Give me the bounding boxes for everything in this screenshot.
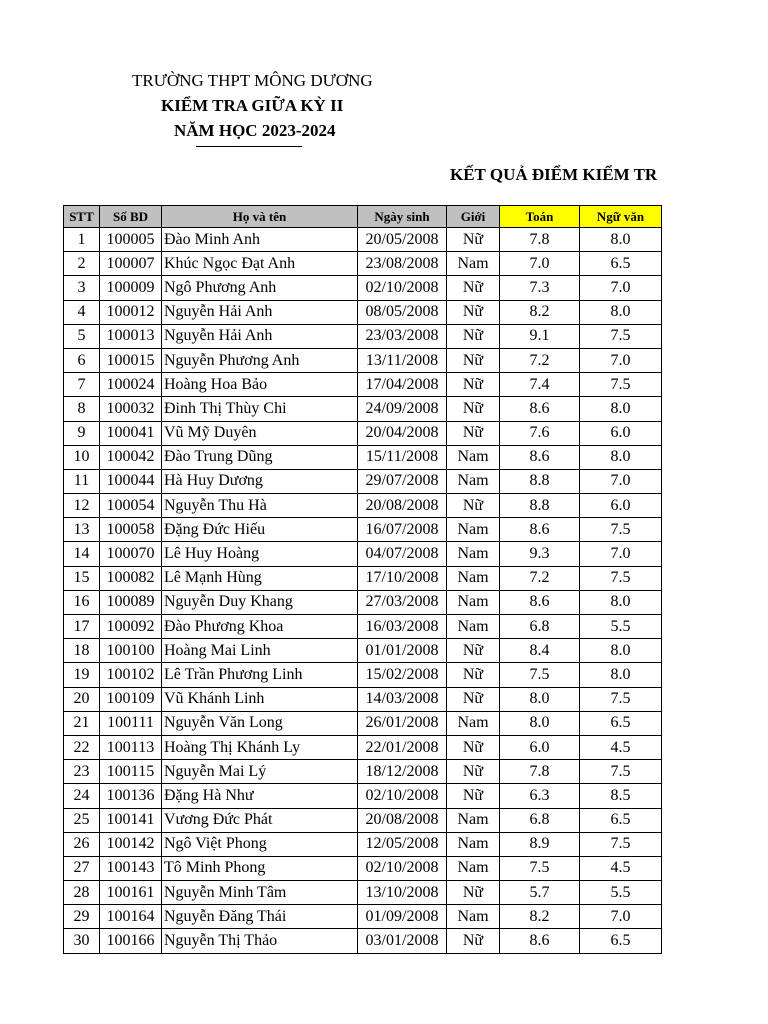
name-cell: Vũ Khánh Linh bbox=[162, 687, 358, 711]
dob-cell: 15/11/2008 bbox=[358, 445, 447, 469]
stt-cell: 22 bbox=[64, 735, 100, 759]
literature-score-cell: 4.5 bbox=[580, 735, 662, 759]
table-row bbox=[64, 421, 662, 445]
table-row bbox=[64, 542, 662, 566]
math-score-cell: 8.0 bbox=[500, 687, 580, 711]
gender-cell: Nữ bbox=[447, 397, 500, 421]
dob-cell: 13/11/2008 bbox=[358, 348, 447, 372]
stt-cell: 14 bbox=[64, 542, 100, 566]
math-score-cell: 8.4 bbox=[500, 639, 580, 663]
name-cell: Khúc Ngọc Đạt Anh bbox=[162, 252, 358, 276]
literature-score-cell: 4.5 bbox=[580, 856, 662, 880]
dob-cell: 20/04/2008 bbox=[358, 421, 447, 445]
literature-score-cell: 6.5 bbox=[580, 252, 662, 276]
stt-cell: 29 bbox=[64, 905, 100, 929]
dob-cell: 17/04/2008 bbox=[358, 373, 447, 397]
table-row bbox=[64, 276, 662, 300]
sbd-cell: 100009 bbox=[100, 276, 162, 300]
table-row bbox=[64, 469, 662, 493]
gender-cell: Nam bbox=[447, 615, 500, 639]
sbd-cell: 100109 bbox=[100, 687, 162, 711]
name-cell: Đinh Thị Thùy Chi bbox=[162, 397, 358, 421]
gender-cell: Nữ bbox=[447, 784, 500, 808]
score-table bbox=[63, 205, 662, 954]
literature-score-cell: 7.5 bbox=[580, 760, 662, 784]
name-cell: Lê Mạnh Hùng bbox=[162, 566, 358, 590]
literature-score-cell: 8.5 bbox=[580, 784, 662, 808]
gender-cell: Nữ bbox=[447, 324, 500, 348]
col-gender-header: Giới bbox=[447, 206, 500, 228]
name-cell: Nguyễn Minh Tâm bbox=[162, 881, 358, 905]
sbd-cell: 100005 bbox=[100, 228, 162, 252]
dob-cell: 17/10/2008 bbox=[358, 566, 447, 590]
gender-cell: Nữ bbox=[447, 687, 500, 711]
stt-cell: 23 bbox=[64, 760, 100, 784]
gender-cell: Nam bbox=[447, 711, 500, 735]
stt-cell: 3 bbox=[64, 276, 100, 300]
sbd-cell: 100082 bbox=[100, 566, 162, 590]
dob-cell: 08/05/2008 bbox=[358, 300, 447, 324]
dob-cell: 26/01/2008 bbox=[358, 711, 447, 735]
name-cell: Hoàng Mai Linh bbox=[162, 639, 358, 663]
math-score-cell: 8.6 bbox=[500, 929, 580, 953]
table-row bbox=[64, 615, 662, 639]
sbd-cell: 100143 bbox=[100, 856, 162, 880]
school-name: TRƯỜNG THPT MÔNG DƯƠNG bbox=[132, 71, 373, 90]
stt-cell: 27 bbox=[64, 856, 100, 880]
sbd-cell: 100111 bbox=[100, 711, 162, 735]
dob-cell: 14/03/2008 bbox=[358, 687, 447, 711]
header-row bbox=[64, 206, 662, 228]
dob-cell: 20/05/2008 bbox=[358, 228, 447, 252]
math-score-cell: 6.0 bbox=[500, 735, 580, 759]
sbd-cell: 100054 bbox=[100, 494, 162, 518]
stt-cell: 18 bbox=[64, 639, 100, 663]
name-cell: Tô Minh Phong bbox=[162, 856, 358, 880]
sbd-cell: 100089 bbox=[100, 590, 162, 614]
math-score-cell: 7.0 bbox=[500, 252, 580, 276]
literature-score-cell: 8.0 bbox=[580, 590, 662, 614]
name-cell: Nguyễn Đăng Thái bbox=[162, 905, 358, 929]
sbd-cell: 100041 bbox=[100, 421, 162, 445]
stt-cell: 20 bbox=[64, 687, 100, 711]
literature-score-cell: 8.0 bbox=[580, 663, 662, 687]
sbd-cell: 100141 bbox=[100, 808, 162, 832]
stt-cell: 11 bbox=[64, 469, 100, 493]
col-stt-header: STT bbox=[64, 206, 100, 228]
dob-cell: 03/01/2008 bbox=[358, 929, 447, 953]
table-row bbox=[64, 784, 662, 808]
dob-cell: 02/10/2008 bbox=[358, 276, 447, 300]
stt-cell: 21 bbox=[64, 711, 100, 735]
sbd-cell: 100044 bbox=[100, 469, 162, 493]
dob-cell: 02/10/2008 bbox=[358, 856, 447, 880]
gender-cell: Nữ bbox=[447, 228, 500, 252]
literature-score-cell: 5.5 bbox=[580, 881, 662, 905]
sbd-cell: 100032 bbox=[100, 397, 162, 421]
dob-cell: 16/03/2008 bbox=[358, 615, 447, 639]
dob-cell: 27/03/2008 bbox=[358, 590, 447, 614]
literature-score-cell: 7.0 bbox=[580, 276, 662, 300]
table-row bbox=[64, 397, 662, 421]
stt-cell: 17 bbox=[64, 615, 100, 639]
name-cell: Vũ Mỹ Duyên bbox=[162, 421, 358, 445]
dob-cell: 20/08/2008 bbox=[358, 494, 447, 518]
col-name-header: Họ và tên bbox=[162, 206, 358, 228]
gender-cell: Nữ bbox=[447, 373, 500, 397]
math-score-cell: 5.7 bbox=[500, 881, 580, 905]
gender-cell: Nam bbox=[447, 542, 500, 566]
stt-cell: 16 bbox=[64, 590, 100, 614]
literature-score-cell: 8.0 bbox=[580, 300, 662, 324]
stt-cell: 5 bbox=[64, 324, 100, 348]
name-cell: Đào Phương Khoa bbox=[162, 615, 358, 639]
literature-score-cell: 7.5 bbox=[580, 566, 662, 590]
math-score-cell: 9.3 bbox=[500, 542, 580, 566]
literature-score-cell: 8.0 bbox=[580, 639, 662, 663]
stt-cell: 2 bbox=[64, 252, 100, 276]
table-row bbox=[64, 929, 662, 953]
gender-cell: Nữ bbox=[447, 421, 500, 445]
name-cell: Đào Minh Anh bbox=[162, 228, 358, 252]
sbd-cell: 100012 bbox=[100, 300, 162, 324]
gender-cell: Nữ bbox=[447, 735, 500, 759]
name-cell: Đặng Đức Hiếu bbox=[162, 518, 358, 542]
table-row bbox=[64, 711, 662, 735]
sbd-cell: 100092 bbox=[100, 615, 162, 639]
gender-cell: Nam bbox=[447, 566, 500, 590]
col-dob-header: Ngày sinh bbox=[358, 206, 447, 228]
literature-score-cell: 7.5 bbox=[580, 687, 662, 711]
stt-cell: 4 bbox=[64, 300, 100, 324]
sbd-cell: 100102 bbox=[100, 663, 162, 687]
name-cell: Hoàng Hoa Bảo bbox=[162, 373, 358, 397]
name-cell: Nguyễn Duy Khang bbox=[162, 590, 358, 614]
name-cell: Đặng Hà Như bbox=[162, 784, 358, 808]
gender-cell: Nữ bbox=[447, 348, 500, 372]
literature-score-cell: 6.0 bbox=[580, 421, 662, 445]
dob-cell: 16/07/2008 bbox=[358, 518, 447, 542]
sbd-cell: 100024 bbox=[100, 373, 162, 397]
name-cell: Nguyễn Hải Anh bbox=[162, 324, 358, 348]
gender-cell: Nữ bbox=[447, 494, 500, 518]
literature-score-cell: 7.0 bbox=[580, 469, 662, 493]
table-row bbox=[64, 518, 662, 542]
math-score-cell: 8.9 bbox=[500, 832, 580, 856]
sbd-cell: 100136 bbox=[100, 784, 162, 808]
name-cell: Nguyễn Thu Hà bbox=[162, 494, 358, 518]
math-score-cell: 8.2 bbox=[500, 905, 580, 929]
sbd-cell: 100058 bbox=[100, 518, 162, 542]
table-row bbox=[64, 760, 662, 784]
sbd-cell: 100100 bbox=[100, 639, 162, 663]
dob-cell: 29/07/2008 bbox=[358, 469, 447, 493]
literature-score-cell: 5.5 bbox=[580, 615, 662, 639]
math-score-cell: 8.8 bbox=[500, 469, 580, 493]
sbd-cell: 100115 bbox=[100, 760, 162, 784]
math-score-cell: 8.6 bbox=[500, 518, 580, 542]
sbd-cell: 100164 bbox=[100, 905, 162, 929]
dob-cell: 04/07/2008 bbox=[358, 542, 447, 566]
literature-score-cell: 7.5 bbox=[580, 832, 662, 856]
literature-score-cell: 8.0 bbox=[580, 228, 662, 252]
table-row bbox=[64, 832, 662, 856]
gender-cell: Nữ bbox=[447, 881, 500, 905]
table-row bbox=[64, 494, 662, 518]
name-cell: Lê Trần Phương Linh bbox=[162, 663, 358, 687]
dob-cell: 22/01/2008 bbox=[358, 735, 447, 759]
math-score-cell: 7.6 bbox=[500, 421, 580, 445]
col-sbd-header: Số BD bbox=[100, 206, 162, 228]
literature-score-cell: 6.5 bbox=[580, 711, 662, 735]
literature-score-cell: 7.0 bbox=[580, 348, 662, 372]
dob-cell: 13/10/2008 bbox=[358, 881, 447, 905]
exam-title: KIỂM TRA GIỮA KỲ II bbox=[161, 96, 344, 115]
sbd-cell: 100070 bbox=[100, 542, 162, 566]
gender-cell: Nam bbox=[447, 252, 500, 276]
dob-cell: 18/12/2008 bbox=[358, 760, 447, 784]
math-score-cell: 8.6 bbox=[500, 397, 580, 421]
table-row bbox=[64, 881, 662, 905]
gender-cell: Nữ bbox=[447, 276, 500, 300]
dob-cell: 23/03/2008 bbox=[358, 324, 447, 348]
stt-cell: 12 bbox=[64, 494, 100, 518]
dob-cell: 02/10/2008 bbox=[358, 784, 447, 808]
math-score-cell: 7.8 bbox=[500, 228, 580, 252]
math-score-cell: 6.8 bbox=[500, 808, 580, 832]
gender-cell: Nam bbox=[447, 590, 500, 614]
dob-cell: 12/05/2008 bbox=[358, 832, 447, 856]
gender-cell: Nam bbox=[447, 856, 500, 880]
stt-cell: 25 bbox=[64, 808, 100, 832]
gender-cell: Nữ bbox=[447, 663, 500, 687]
table-row bbox=[64, 228, 662, 252]
name-cell: Hà Huy Dương bbox=[162, 469, 358, 493]
math-score-cell: 7.8 bbox=[500, 760, 580, 784]
math-score-cell: 9.1 bbox=[500, 324, 580, 348]
table-row bbox=[64, 856, 662, 880]
literature-score-cell: 7.0 bbox=[580, 905, 662, 929]
literature-score-cell: 6.5 bbox=[580, 808, 662, 832]
sbd-cell: 100013 bbox=[100, 324, 162, 348]
sbd-cell: 100166 bbox=[100, 929, 162, 953]
math-score-cell: 6.3 bbox=[500, 784, 580, 808]
math-score-cell: 7.2 bbox=[500, 566, 580, 590]
table-row bbox=[64, 324, 662, 348]
table-row bbox=[64, 687, 662, 711]
name-cell: Ngô Phương Anh bbox=[162, 276, 358, 300]
gender-cell: Nam bbox=[447, 445, 500, 469]
sbd-cell: 100015 bbox=[100, 348, 162, 372]
header-underline bbox=[196, 146, 302, 147]
math-score-cell: 8.6 bbox=[500, 445, 580, 469]
name-cell: Vương Đức Phát bbox=[162, 808, 358, 832]
math-score-cell: 8.0 bbox=[500, 711, 580, 735]
stt-cell: 10 bbox=[64, 445, 100, 469]
gender-cell: Nữ bbox=[447, 929, 500, 953]
table-row bbox=[64, 252, 662, 276]
stt-cell: 26 bbox=[64, 832, 100, 856]
table-row bbox=[64, 735, 662, 759]
gender-cell: Nam bbox=[447, 518, 500, 542]
gender-cell: Nam bbox=[447, 832, 500, 856]
name-cell: Nguyễn Văn Long bbox=[162, 711, 358, 735]
table-body bbox=[64, 228, 662, 954]
name-cell: Hoàng Thị Khánh Ly bbox=[162, 735, 358, 759]
literature-score-cell: 6.5 bbox=[580, 929, 662, 953]
table-row bbox=[64, 639, 662, 663]
table-row bbox=[64, 808, 662, 832]
math-score-cell: 8.6 bbox=[500, 590, 580, 614]
dob-cell: 15/02/2008 bbox=[358, 663, 447, 687]
gender-cell: Nam bbox=[447, 808, 500, 832]
math-score-cell: 7.5 bbox=[500, 663, 580, 687]
stt-cell: 19 bbox=[64, 663, 100, 687]
sbd-cell: 100113 bbox=[100, 735, 162, 759]
math-score-cell: 6.8 bbox=[500, 615, 580, 639]
table-row bbox=[64, 348, 662, 372]
stt-cell: 15 bbox=[64, 566, 100, 590]
col-literature-header: Ngữ văn bbox=[580, 206, 662, 228]
table-row bbox=[64, 905, 662, 929]
stt-cell: 7 bbox=[64, 373, 100, 397]
table-row bbox=[64, 300, 662, 324]
table-row bbox=[64, 663, 662, 687]
math-score-cell: 7.5 bbox=[500, 856, 580, 880]
gender-cell: Nữ bbox=[447, 639, 500, 663]
math-score-cell: 7.3 bbox=[500, 276, 580, 300]
table-row bbox=[64, 373, 662, 397]
literature-score-cell: 8.0 bbox=[580, 445, 662, 469]
math-score-cell: 7.4 bbox=[500, 373, 580, 397]
gender-cell: Nam bbox=[447, 469, 500, 493]
sbd-cell: 100007 bbox=[100, 252, 162, 276]
col-math-header: Toán bbox=[500, 206, 580, 228]
literature-score-cell: 7.0 bbox=[580, 542, 662, 566]
dob-cell: 20/08/2008 bbox=[358, 808, 447, 832]
stt-cell: 13 bbox=[64, 518, 100, 542]
gender-cell: Nam bbox=[447, 905, 500, 929]
literature-score-cell: 6.0 bbox=[580, 494, 662, 518]
table-header bbox=[64, 206, 662, 228]
stt-cell: 9 bbox=[64, 421, 100, 445]
table-row bbox=[64, 566, 662, 590]
gender-cell: Nữ bbox=[447, 300, 500, 324]
math-score-cell: 8.2 bbox=[500, 300, 580, 324]
name-cell: Lê Huy Hoàng bbox=[162, 542, 358, 566]
sbd-cell: 100161 bbox=[100, 881, 162, 905]
stt-cell: 28 bbox=[64, 881, 100, 905]
literature-score-cell: 8.0 bbox=[580, 397, 662, 421]
name-cell: Nguyễn Thị Thảo bbox=[162, 929, 358, 953]
table-row bbox=[64, 445, 662, 469]
name-cell: Ngô Việt Phong bbox=[162, 832, 358, 856]
stt-cell: 6 bbox=[64, 348, 100, 372]
gender-cell: Nữ bbox=[447, 760, 500, 784]
table-row bbox=[64, 590, 662, 614]
stt-cell: 30 bbox=[64, 929, 100, 953]
math-score-cell: 8.8 bbox=[500, 494, 580, 518]
name-cell: Nguyễn Phương Anh bbox=[162, 348, 358, 372]
sbd-cell: 100142 bbox=[100, 832, 162, 856]
dob-cell: 01/09/2008 bbox=[358, 905, 447, 929]
dob-cell: 23/08/2008 bbox=[358, 252, 447, 276]
dob-cell: 01/01/2008 bbox=[358, 639, 447, 663]
name-cell: Nguyễn Hải Anh bbox=[162, 300, 358, 324]
sbd-cell: 100042 bbox=[100, 445, 162, 469]
stt-cell: 1 bbox=[64, 228, 100, 252]
school-year: NĂM HỌC 2023-2024 bbox=[174, 121, 336, 140]
math-score-cell: 7.2 bbox=[500, 348, 580, 372]
literature-score-cell: 7.5 bbox=[580, 373, 662, 397]
literature-score-cell: 7.5 bbox=[580, 518, 662, 542]
literature-score-cell: 7.5 bbox=[580, 324, 662, 348]
dob-cell: 24/09/2008 bbox=[358, 397, 447, 421]
result-title: KẾT QUẢ ĐIỂM KIỂM TR bbox=[450, 165, 658, 184]
name-cell: Nguyễn Mai Lý bbox=[162, 760, 358, 784]
stt-cell: 24 bbox=[64, 784, 100, 808]
name-cell: Đào Trung Dũng bbox=[162, 445, 358, 469]
stt-cell: 8 bbox=[64, 397, 100, 421]
